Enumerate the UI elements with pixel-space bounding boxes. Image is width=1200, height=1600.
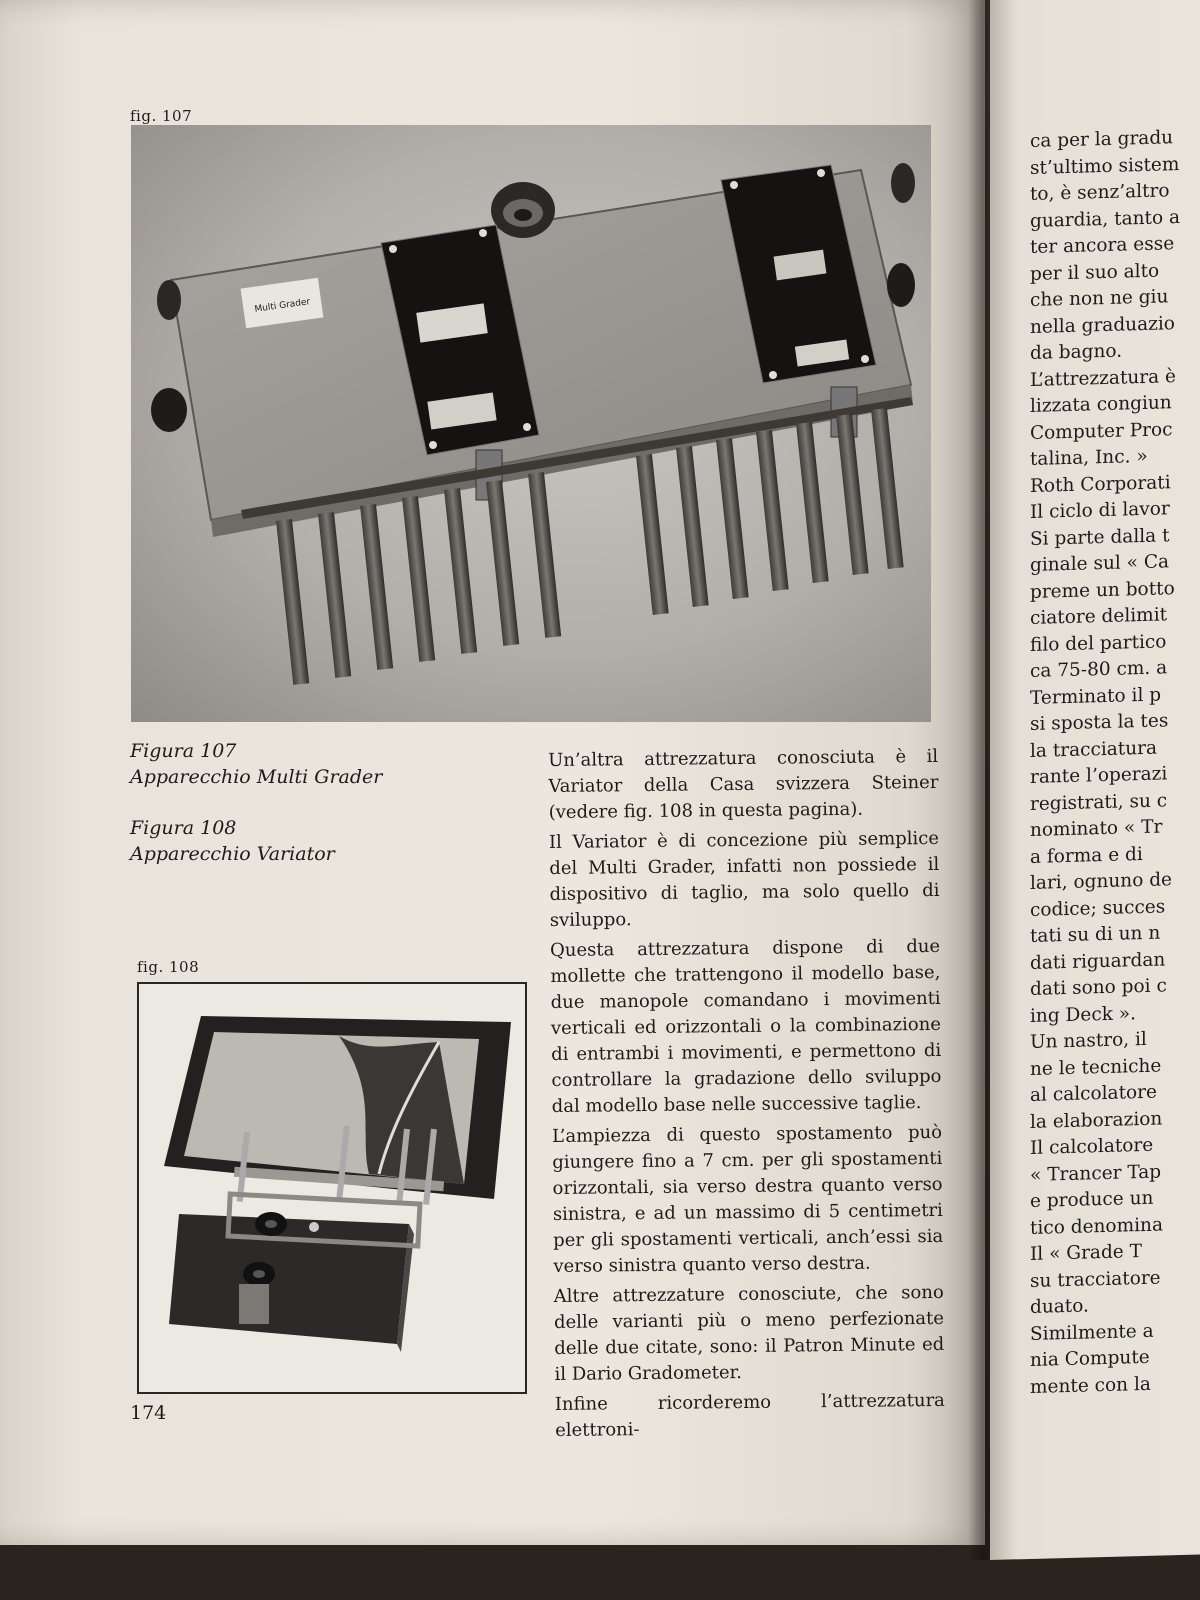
right-page-line: ing Deck ». [1030, 1002, 1136, 1027]
right-page-line: ca 75-80 cm. a [1030, 657, 1168, 682]
right-page-line: da bagno. [1030, 340, 1123, 364]
caption-108-title: Figura 108 [130, 817, 237, 839]
right-page-line: registrati, su c [1030, 789, 1168, 815]
right-page-line: la elaborazion [1030, 1107, 1163, 1133]
right-page-line: preme un botto [1030, 577, 1175, 603]
right-page-line: talina, Inc. » [1030, 445, 1148, 470]
right-page-line: codice; succes [1030, 895, 1166, 921]
caption-108-text: Apparecchio Variator [130, 843, 335, 865]
right-page-line: mente con la [1030, 1373, 1151, 1398]
right-page-line: Il calcolatore [1030, 1134, 1154, 1159]
right-page-line: a forma e di [1030, 843, 1143, 868]
right-page-line: che non ne giu [1030, 286, 1169, 311]
right-page-line: to, è senz’altro [1030, 180, 1170, 205]
right-page-line: Un nastro, il [1030, 1028, 1147, 1053]
right-page-line: st’ultimo sistem [1030, 153, 1180, 179]
right-page-line: ciatore delimit [1030, 604, 1168, 629]
right-page-line: su tracciatore [1030, 1267, 1161, 1292]
right-page-line: ne le tecniche [1030, 1055, 1162, 1080]
right-page-line: nia Compute [1030, 1346, 1150, 1371]
right-page-line: Il ciclo di lavor [1030, 498, 1170, 523]
right-page-line: nominato « Tr [1030, 816, 1163, 841]
fig-107-label: fig. 107 [130, 107, 193, 125]
page-number: 174 [130, 1402, 167, 1424]
multi-grader-illustration [131, 125, 931, 722]
right-page-line: Computer Proc [1030, 418, 1173, 444]
right-page-text [1030, 122, 1200, 1401]
right-page-line: al calcolatore [1030, 1081, 1157, 1106]
paragraph: L’ampiezza di questo spostamento può giungere fino a 7 cm. per gli spostamenti orizzontali, sia verso destra quanto verso sinistra, e ad un massimo di 5 centimetri per gli spostamenti verticali, anch’essi sia verso sinistra quanto verso destra. [551, 1121, 944, 1277]
right-page [990, 0, 1200, 1560]
paragraph: Questa attrezzatura dispone di due mollette che trattengono il modello base, due manopole comandano i movimenti verticali ed orizzontali o la combinazione di entrambi i movimenti, e permettono di controllare la gradazione dello sviluppo dal modello base nelle successive taglie. [550, 935, 942, 1117]
caption-107-title: Figura 107 [130, 740, 237, 762]
right-page-line: tati su di un n [1030, 922, 1161, 947]
right-page-line: Roth Corporati [1030, 471, 1171, 497]
right-page-line: per il suo alto [1030, 260, 1160, 285]
right-page-line: Si parte dalla t [1030, 524, 1170, 550]
right-page-line: tico denomina [1030, 1213, 1163, 1239]
right-page-line: dati sono poi c [1030, 975, 1167, 1000]
right-page-line: rante l’operazi [1030, 763, 1168, 788]
paragraph: Infine ricorderemo l’attrezzatura elettroni- [554, 1389, 945, 1441]
right-page-line: lari, ognuno de [1030, 869, 1173, 894]
right-page-line: ginale sul « Ca [1030, 551, 1170, 576]
caption-107-text: Apparecchio Multi Grader [130, 766, 383, 788]
fig-107-photo [131, 125, 931, 722]
right-page-line: L’attrezzatura è [1030, 365, 1176, 391]
paragraph: Un’altra attrezzatura conosciuta è il Variator della Casa svizzera Steiner (vedere fig. 108 in questa pagina). [548, 745, 939, 823]
right-page-line: « Trancer Tap [1030, 1161, 1162, 1186]
right-page-line: e produce un [1030, 1187, 1154, 1212]
caption-figure-108 [130, 815, 335, 867]
right-page-line: Similmente a [1030, 1320, 1154, 1345]
right-page-line: ca per la gradu [1030, 127, 1174, 152]
right-page-line: la tracciatura [1030, 737, 1158, 762]
fig-108-label: fig. 108 [137, 958, 200, 976]
body-text-column [548, 744, 945, 1448]
right-page-line: filo del partico [1030, 630, 1167, 656]
svg-text:Multi Grader: Multi Grader [253, 297, 311, 315]
right-page-line: dati riguardan [1030, 948, 1166, 974]
caption-figure-107 [130, 738, 382, 790]
right-page-line: Il « Grade T [1030, 1241, 1142, 1265]
right-page-line: duato. [1030, 1295, 1089, 1318]
right-page-line: lizzata congiun [1030, 392, 1172, 417]
fig-108-photo [137, 982, 527, 1394]
right-page-line: nella graduazio [1030, 312, 1175, 338]
paragraph: Altre attrezzature conosciute, che sono delle varianti più o meno perfezionate delle due citate, sono: il Patron Minute ed il Dario Gradometer. [553, 1281, 945, 1385]
right-page-line: ter ancora esse [1030, 233, 1175, 258]
right-page-line: Terminato il p [1030, 684, 1162, 709]
variator-illustration [139, 984, 525, 1392]
right-page-line: guardia, tanto a [1030, 206, 1181, 232]
right-page-line: si sposta la tes [1030, 710, 1169, 735]
paragraph: Il Variator è di concezione più semplice del Multi Grader, infatti non possiede il dispositivo di taglio, ma solo quello di sviluppo. [548, 827, 940, 931]
